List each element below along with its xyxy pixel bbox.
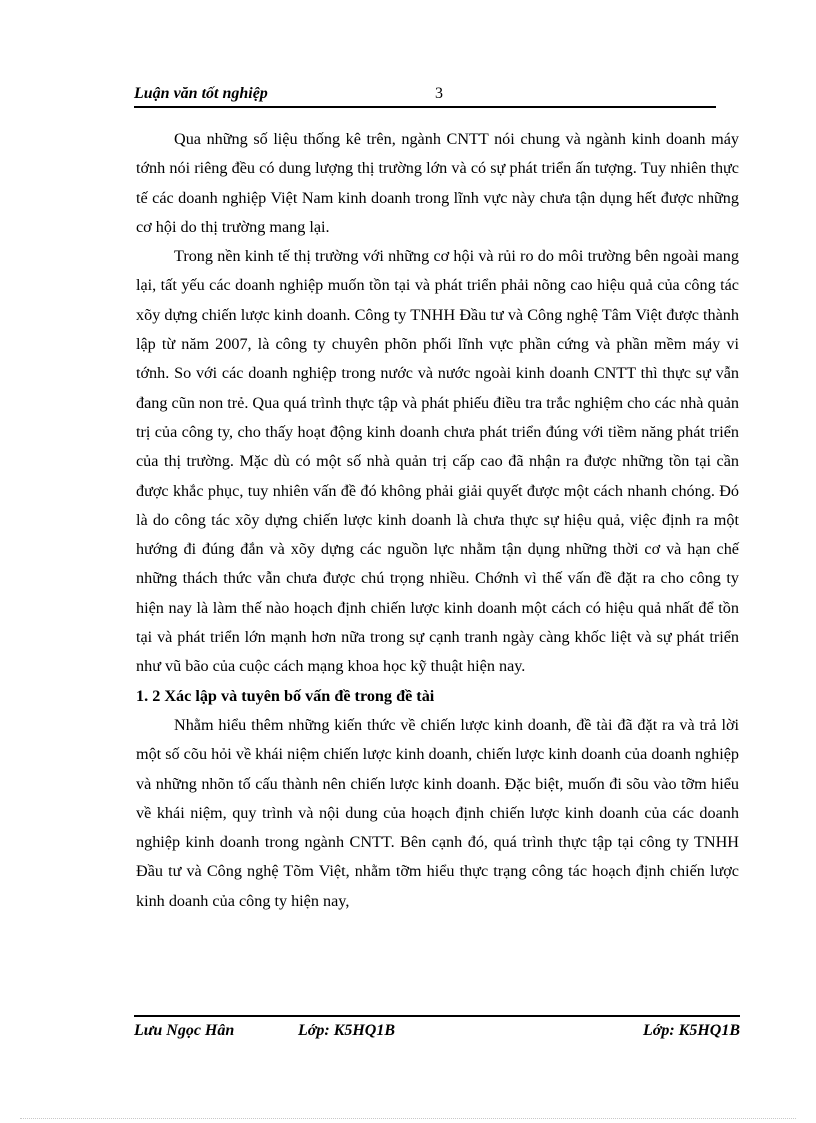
page-edge-divider (20, 1118, 796, 1119)
footer-author: Lưu Ngọc Hân (134, 1022, 235, 1039)
paragraph: Qua những số liệu thống kê trên, ngành CNTT nói chung và ngành kinh doanh máy tớnh nói riêng đều có dung lượng thị trường lớn và có sự phát triển ấn tượng. Tuy nhiên thực tế các doanh nghiệp Việt Nam kinh doanh trong lĩnh vực này chưa tận dụng hết được những cơ hội do thị trường mang lại. (136, 130, 739, 236)
body-content (136, 125, 739, 916)
page-footer (134, 1015, 740, 1047)
page-header (134, 84, 716, 108)
footer-class-left: Lớp: K5HQ1B (298, 1022, 396, 1039)
paragraph: Nhằm hiểu thêm những kiến thức về chiến lược kinh doanh, đề tài đã đặt ra và trả lời một số cõu hỏi về khái niệm chiến lược kinh doanh, chiến lược kinh doanh của doanh nghiệp và những nhõn tố cấu thành nên chiến lược kinh doanh. Đặc biệt, muốn đi sõu vào tỡm hiểu về khái niệm, quy trình và nội dung của hoạch định chiến lược kinh doanh của các doanh nghiệp kinh doanh trong ngành CNTT. Bên cạnh đó, quá trình thực tập tại công ty TNHH Đầu tư và Công nghệ Tõm Việt, nhằm tỡm hiểu thực trạng công tác hoạch định chiến lược kinh doanh của công ty hiện nay, (136, 715, 739, 910)
page-number: 3 (435, 85, 443, 102)
header-title: Luận văn tốt nghiệp (134, 85, 268, 102)
section-heading: 1. 2 Xác lập và tuyên bố vấn đề trong đề tài (136, 686, 435, 705)
paragraph: Trong nền kinh tế thị trường với những cơ hội và rủi ro do môi trường bên ngoài mang lại, tất yếu các doanh nghiệp muốn tồn tại và phát triển phải nõng cao hiệu quả của công tác xõy dựng chiến lược kinh doanh. Công ty TNHH Đầu tư và Công nghệ Tâm Việt được thành lập từ năm 2007, là công ty chuyên phõn phối lĩnh vực phần cứng và phần mềm máy vi tớnh. So với các doanh nghiệp trong nước và nước ngoài kinh doanh CNTT thì thực sự vẫn đang cũn non trẻ. Qua quá trình thực tập và phát phiếu điều tra trắc nghiệm cho các nhà quản trị của công ty, cho thấy hoạt động kinh doanh chưa phát triển đúng với tiềm năng phát triển của thị trường. Mặc dù có một số nhà quản trị cấp cao đã nhận ra được những tồn tại cần được khắc phục, tuy nhiên vấn đề đó không phải giải quyết được một cách nhanh chóng. Đó là do công tác xõy dựng chiến lược kinh doanh là chưa thực sự hiệu quả, việc định ra một hướng đi đúng đắn và xõy dựng các nguồn lực nhằm tận dụng những thời cơ và hạn chế những thách thức vẫn chưa được chú trọng nhiều. Chớnh vì thế vấn đề đặt ra cho công ty hiện nay là làm thế nào hoạch định chiến lược kinh doanh một cách có hiệu quả nhất để tồn tại và phát triển lớn mạnh hơn nữa trong sự cạnh tranh ngày càng khốc liệt và sự phát triển như vũ bão của cuộc cách mạng khoa học kỹ thuật hiện nay. (136, 247, 740, 676)
footer-class-right: Lớp: K5HQ1B (642, 1022, 740, 1039)
